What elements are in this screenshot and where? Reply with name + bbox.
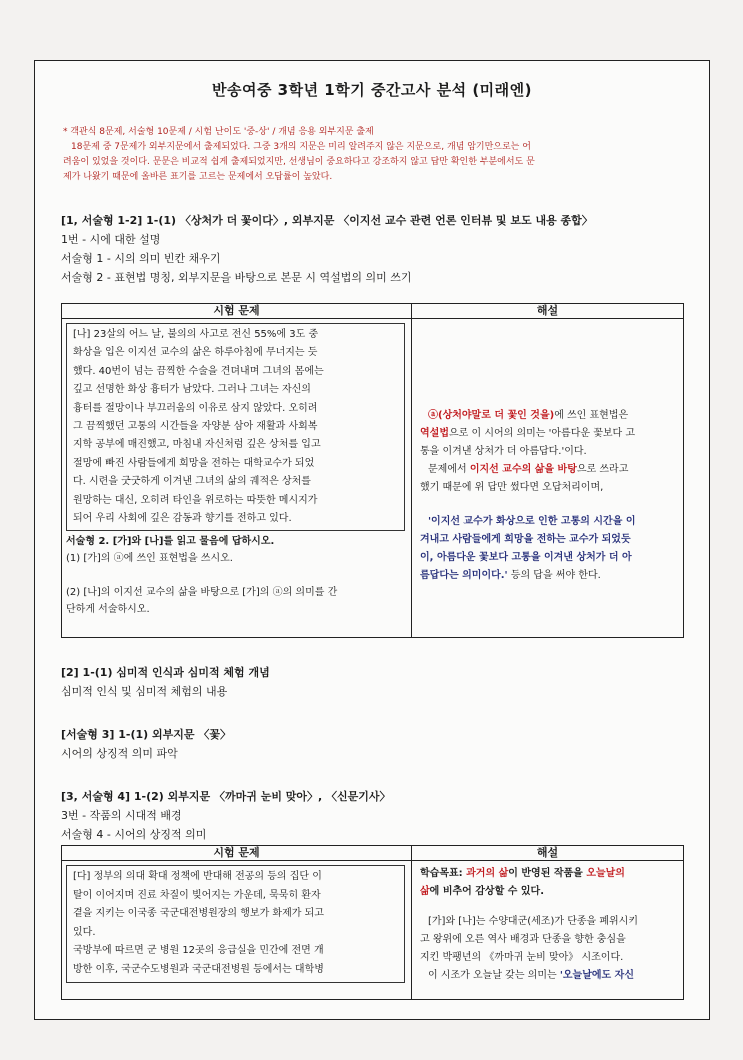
model-answer-line: 이, 아름다운 꽃보다 고통을 이겨낸 상처가 더 아 <box>420 552 632 563</box>
explanation-text-span: 으로 이 시어의 의미는 '아름다운 꽃보다 고 <box>448 428 636 439</box>
notice-line: 제가 나왔기 때문에 올바른 표기를 고르는 문제에서 오답률이 높았다. <box>63 172 333 182</box>
notice-line: * 객관식 8문제, 서술형 10문제 / 시험 난이도 '중-상' / 개념 응용 외부지문 출제 <box>63 127 374 137</box>
question-table-1 <box>61 303 684 638</box>
document-page <box>34 60 710 1020</box>
section-4-heading: [3, 서술형 4] 1-(2) 외부지문 〈까마귀 눈비 맞아〉, 〈신문기사〉 <box>61 790 391 803</box>
passage-line: 화상을 입은 이지선 교수의 삶은 하루아침에 무너지는 듯 <box>73 347 318 359</box>
explanation-cell <box>412 319 684 638</box>
highlight-text: '오늘날에도 자신 <box>559 970 634 981</box>
explanation-line: [가]와 [나]는 수양대군(세조)가 단종을 폐위시키 <box>428 916 639 927</box>
section-2-heading: [2] 1-(1) 심미적 인식과 심미적 체험 개념 <box>61 666 270 679</box>
section-3 <box>61 725 689 763</box>
section-1-line: 1번 - 시에 대한 설명 <box>61 233 161 246</box>
notice-line: 18문제 중 7문제가 외부지문에서 출제되었다. 그중 3개의 지문은 미리 알려주지 않은 지문으로, 개념 암기만으로는 어 <box>71 142 531 152</box>
passage-line: 곁을 지키는 이국종 국군대전병원장의 행보가 화제가 되고 <box>73 908 324 920</box>
section-1-line: 서술형 2 - 표현법 명칭, 외부지문을 바탕으로 본문 시 역설법의 의미 쓰기 <box>61 271 412 284</box>
passage-line: 있다. <box>73 926 96 938</box>
explanation-cell <box>412 861 684 1000</box>
explanation-text-span: 에 쓰인 표현법은 <box>554 410 629 421</box>
passage-line: 국방부에 따르면 군 병원 12곳의 응급실을 민간에 전면 개 <box>73 945 324 957</box>
explanation-line: 했기 때문에 위 답만 썼다면 오답처리이며, <box>420 482 604 493</box>
explanation-text-span: 문제에서 <box>428 464 470 475</box>
passage-line: 다. 시련을 굿굿하게 이겨낸 그녀의 삶의 궤적은 상처를 <box>73 476 311 488</box>
explanation-text-span: 등의 답을 써야 한다. <box>507 570 601 581</box>
notice-line: 려움이 있었을 것이다. 문문은 비교적 쉽게 출제되었지만, 선생님이 중요하다고 강조하지 않고 답만 확인한 부분에서도 문 <box>63 157 535 167</box>
question-cell <box>62 861 412 1000</box>
passage-box <box>66 323 405 531</box>
question-item: (2) [나]의 이지선 교수의 삶을 바탕으로 [가]의 ⓐ의 의미를 간 <box>66 587 338 599</box>
section-4-line: 서술형 4 - 시어의 상징적 의미 <box>61 828 207 841</box>
col-header-explanation: 해설 <box>412 846 684 861</box>
question-heading: 서술형 2. [가]와 [나]를 읽고 물음에 답하시오. <box>66 536 275 548</box>
passage-line: [다] 정부의 의대 확대 정책에 반대해 전공의 등의 집단 이 <box>73 871 322 882</box>
highlight-text: 역설법 <box>420 428 449 439</box>
passage-line: 절망에 빠진 사람들에게 희망을 전하는 대학교수가 되었 <box>73 457 315 469</box>
section-3-heading: [서술형 3] 1-(1) 외부지문 〈꽃〉 <box>61 728 231 741</box>
highlight-text: 과거의 삶 <box>466 868 509 879</box>
section-1 <box>61 211 689 287</box>
explanation-text-span: 이 반영된 작품을 <box>508 868 587 879</box>
explanation-line: 통을 이겨낸 상처가 더 아름답다.'이다. <box>420 446 587 457</box>
passage-line: 그 끔찍했던 고통의 시간들을 자양분 삼아 재활과 사회복 <box>73 421 318 433</box>
section-4 <box>61 787 689 844</box>
model-answer-line: 겨내고 사람들에게 희망을 전하는 교수가 되었듯 <box>420 534 631 545</box>
passage-line: 흉터를 절망이나 부끄러움의 이유로 삼지 않았다. 오히려 <box>73 402 318 414</box>
passage-line: 원망하는 대신, 오히려 타인을 위로하는 따뜻한 메시지가 <box>73 494 318 506</box>
question-item: 단하게 서술하시오. <box>66 604 150 616</box>
page-title: 반송여중 3학년 1학기 중간고사 분석 (미래엔) <box>211 81 533 99</box>
passage-line: 깊고 선명한 화상 흉터가 남았다. 그러나 그녀는 자신의 <box>73 384 311 396</box>
section-2 <box>61 663 689 701</box>
section-1-line: 서술형 1 - 시의 의미 빈칸 채우기 <box>61 252 221 265</box>
passage-box <box>66 865 405 983</box>
question-item: (1) [가]의 ⓐ에 쓰인 표현법을 쓰시오. <box>66 553 233 565</box>
explanation-text <box>412 319 683 585</box>
passage-line: 지학 공부에 매진했고, 마침내 자신처럼 깊은 상처를 입고 <box>73 439 321 451</box>
highlight-text: 이지선 교수의 삶을 바탕 <box>469 464 577 475</box>
explanation-text-span: 에 비추어 감상할 수 있다. <box>429 886 544 897</box>
highlight-text: 삶 <box>420 886 430 897</box>
passage-line: [나] 23살의 어느 날, 불의의 사고로 전신 55%에 3도 중 <box>73 329 319 340</box>
learning-goal-label: 학습목표: <box>420 868 467 879</box>
col-header-explanation: 해설 <box>412 304 684 319</box>
passage-line: 했다. 40번이 넘는 끔찍한 수술을 견뎌내며 그녀의 몸에는 <box>73 365 324 377</box>
passage-line: 방한 이후, 국군수도병원과 국군대전병원 등에서는 대학병 <box>73 963 324 975</box>
exam-notice <box>63 125 685 185</box>
model-answer-line: '이지선 교수가 화상으로 인한 고통의 시간을 이 <box>428 516 636 527</box>
explanation-line: 지킨 박팽년의 《까마귀 눈비 맞아》 시조이다. <box>420 952 624 963</box>
section-2-line: 심미적 인식 및 심미적 체험의 내용 <box>61 685 228 698</box>
explanation-text <box>412 861 683 985</box>
model-answer-line: 름답다는 의미이다.' <box>420 570 508 581</box>
passage-line: 탈이 이어지며 진료 차질이 빚어지는 가운데, 묵묵히 환자 <box>73 889 321 901</box>
question-cell <box>62 319 412 638</box>
explanation-line: 고 왕위에 오른 역사 배경과 단종을 향한 충심을 <box>420 934 626 945</box>
passage-line: 되어 우리 사회에 깊은 감동과 향기를 전하고 있다. <box>73 513 292 525</box>
explanation-text-span: 으로 쓰라고 <box>576 464 629 475</box>
question-table-2 <box>61 845 684 1000</box>
highlight-text: ⓐ(상처야말로 더 꽃인 것을) <box>428 410 555 421</box>
highlight-text: 오늘날의 <box>586 868 625 879</box>
col-header-question: 시험 문제 <box>62 304 412 319</box>
explanation-text-span: 이 시조가 오늘날 갖는 의미는 <box>428 970 560 981</box>
col-header-question: 시험 문제 <box>62 846 412 861</box>
section-4-line: 3번 - 작품의 시대적 배경 <box>61 809 182 822</box>
section-1-heading: [1, 서술형 1-2] 1-(1) 〈상처가 더 꽃이다〉, 외부지문 〈이지선 교수 관련 언론 인터뷰 및 보도 내용 종합〉 <box>61 214 593 227</box>
section-3-line: 시어의 상징적 의미 파악 <box>61 747 178 760</box>
question-text <box>62 531 411 620</box>
